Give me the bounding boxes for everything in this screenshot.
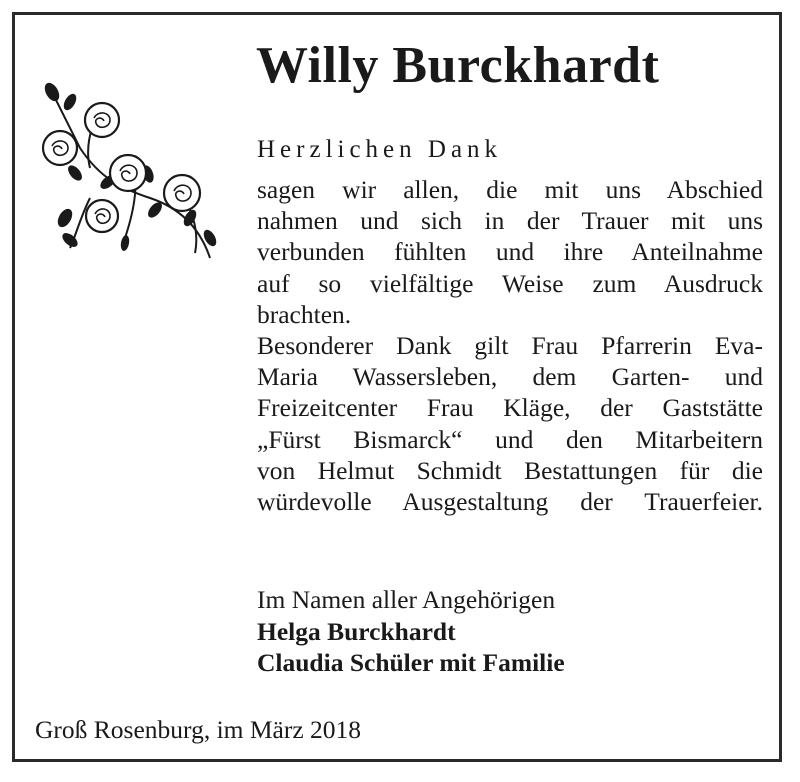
roses-icon	[30, 78, 230, 268]
body-line: brachten.	[257, 299, 352, 329]
body-text	[257, 174, 763, 517]
body-line: nahmen und sich in der Trauer mit uns	[257, 206, 763, 236]
thanks-heading: Herzlichen Dank	[257, 136, 503, 163]
body-line: auf so vielfältige Weise zum Ausdruck	[257, 268, 763, 298]
deceased-name: Willy Burckhardt	[256, 37, 660, 94]
body-line: verbunden fühlten und ihre Anteilnahme	[257, 237, 763, 267]
body-line: „Fürst Bismarck“ und den Mitarbeitern	[257, 424, 763, 454]
body-line: sagen wir allen, die mit uns Abschied	[257, 175, 763, 204]
signatory-name: Claudia Schüler mit Familie	[257, 648, 565, 677]
body-line: Freizeitcenter Frau Kläge, der Gaststätte	[257, 393, 763, 423]
body-line: Maria Wassersleben, dem Garten- und	[257, 362, 763, 392]
body-line: würdevolle Ausgestaltung der Trauerfeier.	[257, 486, 763, 516]
signature-block	[257, 584, 565, 679]
body-line: von Helmut Schmidt Bestattungen für die	[257, 455, 763, 485]
signature-intro: Im Namen aller Angehörigen	[257, 585, 556, 614]
place-date: Groß Rosenburg, im März 2018	[35, 715, 362, 744]
signatory-name: Helga Burckhardt	[257, 616, 456, 646]
body-line: Besonderer Dank gilt Frau Pfarrerin Eva-	[257, 330, 763, 360]
